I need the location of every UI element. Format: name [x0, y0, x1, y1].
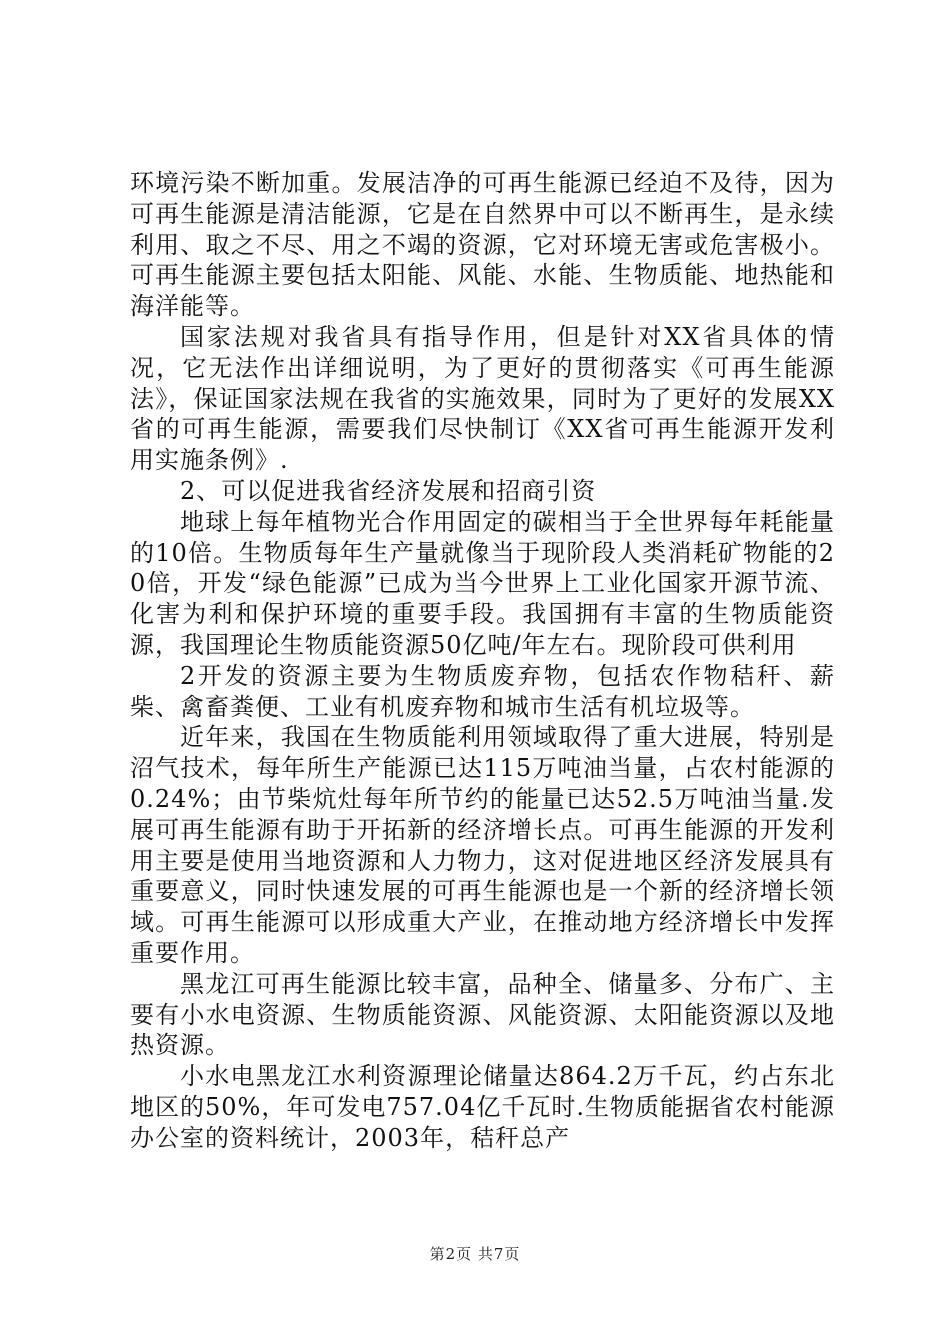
- paragraph: 黑龙江可再生能源比较丰富，品种全、储量多、分布广、主要有小水电资源、生物质能资源、风能资源、太阳能资源以及地热资源。: [130, 969, 835, 1060]
- paragraph: 环境污染不断加重。发展洁净的可再生能源已经迫不及待，因为可再生能源是清洁能源，它是在自然界中可以不断再生，是永续利用、取之不尽、用之不竭的资源，它对环境无害或危害极小。可再生能源主要包括太阳能、风能、水能、生物质能、地热能和海洋能等。: [130, 169, 835, 321]
- page-footer: [0, 1243, 950, 1264]
- paragraph: 小水电黑龙江水利资源理论储量达864.2万千瓦，约占东北地区的50%，年可发电757.04亿千瓦时.生物质能据省农村能源办公室的资料统计，2003年，秸秆总产: [130, 1062, 835, 1152]
- paragraph: 国家法规对我省具有指导作用，但是针对XX省具体的情况，它无法作出详细说明，为了更好的贯彻落实《可再生能源法》，保证国家法规在我省的实施效果，同时为了更好的发展XX省的可再生能源，需要我们尽快制订《XX省可再生能源开发利用实施条例》.: [130, 322, 835, 475]
- page-number: 第2页 共7页: [429, 1245, 521, 1263]
- paragraph: 近年来，我国在生物质能利用领域取得了重大进展，特别是沼气技术，每年所生产能源已达115万吨油当量，占农村能源的0.24%；由节柴炕灶每年所节约的能量已达52.5万吨油当量.发展可再生能源有助于开拓新的经济增长点。可再生能源的开发利用主要是使用当地资源和人力物力，这对促进地区经济发展具有重要意义，同时快速发展的可再生能源也是一个新的经济增长领域。可再生能源可以形成重大产业，在推动地方经济增长中发挥重要作用。: [130, 723, 835, 967]
- paragraph: 2开发的资源主要为生物质废弃物，包括农作物秸秆、薪柴、禽畜粪便、工业有机废弃物和城市生活有机垃圾等。: [130, 661, 835, 721]
- section-heading: 2、可以促进我省经济发展和招商引资: [180, 476, 597, 505]
- document-body: [130, 168, 835, 1154]
- paragraph: 地球上每年植物光合作用固定的碳相当于全世界每年耗能量的10倍。生物质每年生产量就像当于现阶段人类消耗矿物能的20倍，开发“绿色能源”已成为当今世界上工业化国家开源节流、化害为利和保护环境的重要手段。我国拥有丰富的生物质能资源，我国理论生物质能资源50亿吨/年左右。现阶段可供利用: [130, 507, 835, 659]
